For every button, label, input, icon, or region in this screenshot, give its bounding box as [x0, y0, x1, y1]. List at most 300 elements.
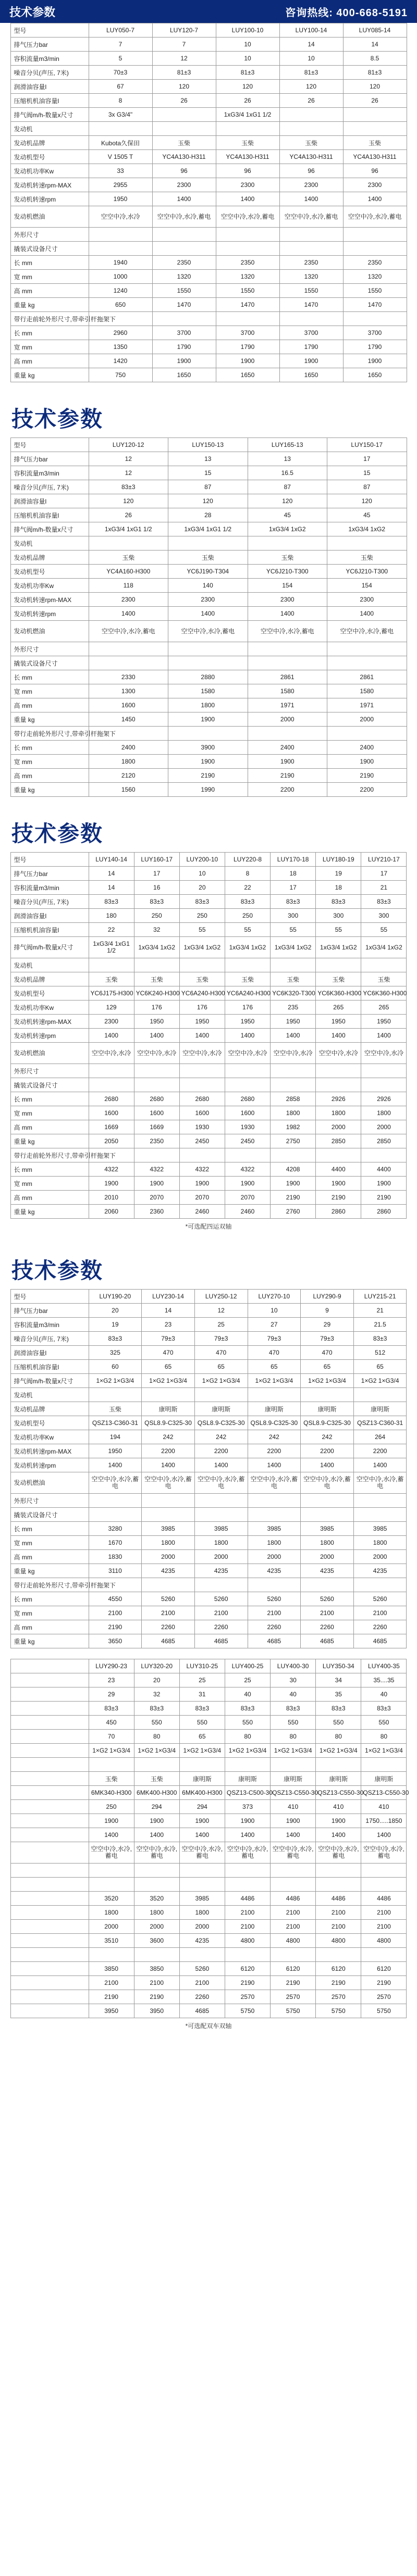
table-cell: 2100	[361, 1906, 407, 1920]
table-cell: 2190	[89, 1620, 142, 1634]
table-cell: 4235	[353, 1564, 407, 1578]
table-cell: 1900	[343, 354, 407, 368]
table-cell	[316, 1878, 361, 1892]
table-cell: 83±3	[225, 1702, 270, 1716]
table-cell: 5750	[225, 2004, 270, 2018]
table-cell: 1×G2 1×G3/4	[134, 1744, 179, 1758]
table-cell: 83±3	[361, 1702, 407, 1716]
table-cell: 4685	[248, 1634, 301, 1648]
table-row	[10, 206, 407, 228]
row-label: 撬装式设备尺寸	[10, 242, 89, 256]
table-cell	[225, 958, 270, 972]
table-cell: 1550	[279, 284, 343, 298]
table-cell	[316, 958, 361, 972]
row-label	[10, 1990, 89, 2004]
table-cell: 2000	[89, 1920, 134, 1934]
table-cell	[89, 228, 152, 242]
table-cell: 12	[89, 466, 168, 480]
table-cell: 5260	[179, 1962, 225, 1976]
table-cell	[361, 1148, 407, 1162]
table-cell: 81±3	[216, 66, 279, 80]
spec-table	[10, 23, 407, 382]
table-row	[10, 228, 407, 242]
row-label	[10, 1842, 89, 1864]
table-cell: QSL8.9-C325-30	[248, 1416, 301, 1430]
table-cell	[225, 1864, 270, 1878]
table-cell: 1900	[225, 1177, 270, 1191]
table-cell	[179, 1064, 225, 1078]
table-cell: 2100	[225, 1906, 270, 1920]
row-label	[10, 1800, 89, 1814]
table-row	[10, 593, 407, 607]
table-note: *可选配四运双轴	[185, 1223, 232, 1230]
row-label	[10, 1730, 89, 1744]
table-cell: 1×G2 1×G3/4	[248, 1374, 301, 1388]
table-cell	[89, 1388, 142, 1402]
table-cell: 81±3	[279, 66, 343, 80]
table-cell: 470	[301, 1346, 354, 1360]
table-cell: 2100	[179, 1976, 225, 1990]
table-cell: 1669	[89, 1120, 134, 1134]
table-cell: 12	[89, 452, 168, 466]
table-row	[10, 621, 407, 642]
table-cell: 3510	[89, 1934, 134, 1948]
table-cell: 空空中冷,水冷	[89, 1043, 134, 1064]
table-cell: 1xG3/4 1xG1 1/2	[168, 522, 248, 536]
table-row	[10, 242, 407, 256]
table-row	[10, 1814, 407, 1828]
table-cell: 4486	[361, 1892, 407, 1906]
table-cell: 玉柴	[168, 551, 248, 565]
table-row	[10, 108, 407, 122]
table-row	[10, 1828, 407, 1842]
table-cell: 1450	[89, 712, 168, 727]
table-cell: 6MK340-H300	[89, 1786, 134, 1800]
table-cell: 45	[327, 508, 407, 522]
table-cell	[134, 1064, 179, 1078]
table-row	[10, 565, 407, 579]
table-row	[10, 1578, 407, 1592]
table-cell: LUY120-12	[89, 438, 168, 452]
table-cell: 373	[225, 1800, 270, 1814]
table-row	[10, 1205, 407, 1219]
table-row	[10, 1001, 407, 1015]
table-cell: 空空中冷,水冷,蓄电	[134, 1842, 179, 1864]
table-cell: 2300	[343, 178, 407, 192]
table-row	[10, 1290, 407, 1304]
section-title: 技术参数	[11, 821, 104, 846]
row-label	[10, 1962, 89, 1976]
table-cell: 3950	[89, 2004, 134, 2018]
table-cell	[179, 958, 225, 972]
table-cell: 1×G2 1×G3/4	[89, 1744, 134, 1758]
table-row	[10, 480, 407, 494]
row-label: 发动机品牌	[10, 136, 89, 150]
table-cell: 70±3	[89, 66, 152, 80]
table-row	[10, 1029, 407, 1043]
table-cell: 194	[89, 1430, 142, 1444]
table-cell: LUY350-34	[316, 1659, 361, 1673]
row-label: 型号	[10, 438, 89, 452]
table-row	[10, 551, 407, 565]
row-label	[10, 1920, 89, 1934]
table-cell: 2260	[301, 1620, 354, 1634]
row-label: 润滑油容量l	[10, 909, 89, 923]
table-cell: 10	[248, 1304, 301, 1318]
table-cell: 242	[248, 1430, 301, 1444]
table-cell: 空空中冷,水冷,蓄电	[168, 621, 248, 642]
row-label	[10, 1814, 89, 1828]
table-cell: 空空中冷,水冷,蓄电	[301, 1472, 354, 1494]
table-cell	[89, 1878, 134, 1892]
table-cell: YC6K360-H300	[361, 986, 407, 1001]
table-cell: 1900	[134, 1177, 179, 1191]
table-cell	[361, 1758, 407, 1772]
table-row	[10, 438, 407, 452]
table-cell: 玉柴	[316, 972, 361, 986]
table-cell: 23	[89, 1673, 134, 1687]
table-row	[10, 1786, 407, 1800]
table-row	[10, 1522, 407, 1536]
table-cell: QSZ13-C550-30	[316, 1786, 361, 1800]
table-cell: 450	[89, 1716, 134, 1730]
table-cell: 1790	[279, 340, 343, 354]
table-cell: 83±3	[271, 1702, 316, 1716]
spec-section	[0, 1648, 417, 2033]
row-label: 容积流量m3/min	[10, 881, 89, 895]
table-cell: 1xG3/4 1xG2	[248, 522, 327, 536]
table-row	[10, 1606, 407, 1620]
table-cell: 1800	[353, 1536, 407, 1550]
table-cell: 40	[225, 1687, 270, 1702]
table-cell: LUY160-17	[134, 853, 179, 867]
table-cell: 120	[152, 80, 216, 94]
row-label: 高 mm	[10, 769, 89, 783]
table-cell: 2570	[271, 1990, 316, 2004]
table-cell: V 1505 T	[89, 150, 152, 164]
table-cell	[89, 642, 168, 656]
table-cell: 空空中冷,水冷	[134, 1043, 179, 1064]
table-cell: 1400	[179, 1828, 225, 1842]
table-cell: 1930	[179, 1120, 225, 1134]
table-cell: 1900	[152, 354, 216, 368]
table-cell: 120	[216, 80, 279, 94]
table-cell: 1400	[248, 1458, 301, 1472]
table-cell	[168, 642, 248, 656]
table-row	[10, 150, 407, 164]
table-cell: 1669	[134, 1120, 179, 1134]
table-cell: 5750	[271, 2004, 316, 2018]
table-cell: 3520	[134, 1892, 179, 1906]
table-cell: LUY085-14	[343, 23, 407, 37]
row-label: 宽 mm	[10, 1177, 89, 1191]
row-label: 容积流量m3/min	[10, 52, 89, 66]
table-cell: 2000	[179, 1920, 225, 1934]
row-label: 发动机转速rpm-MAX	[10, 178, 89, 192]
top-banner	[0, 0, 417, 23]
table-cell: 83±3	[89, 1332, 142, 1346]
table-cell: 9	[301, 1304, 354, 1318]
table-cell: 玉柴	[225, 972, 270, 986]
table-cell: 4685	[194, 1634, 248, 1648]
table-cell: 2300	[152, 178, 216, 192]
table-cell: 21.5	[353, 1318, 407, 1332]
row-label	[10, 1758, 89, 1772]
table-cell: 1550	[216, 284, 279, 298]
table-cell: 19	[316, 867, 361, 881]
table-cell: 2200	[301, 1444, 354, 1458]
table-cell: 1790	[343, 340, 407, 354]
table-cell: 10	[279, 52, 343, 66]
table-cell: 2200	[194, 1444, 248, 1458]
table-cell: 13	[248, 452, 327, 466]
table-cell: 2000	[194, 1550, 248, 1564]
table-cell: 3985	[248, 1522, 301, 1536]
table-cell: 14	[343, 37, 407, 52]
table-row	[10, 1990, 407, 2004]
table-cell: 21	[353, 1304, 407, 1318]
table-cell: 2400	[248, 741, 327, 755]
table-cell: 80	[225, 1730, 270, 1744]
table-cell: 1800	[301, 1536, 354, 1550]
table-cell: 242	[301, 1430, 354, 1444]
table-row	[10, 755, 407, 769]
table-cell: LUY100-14	[279, 23, 343, 37]
table-cell: LUY210-17	[361, 853, 407, 867]
row-label: 型号	[10, 853, 89, 867]
row-label: 长 mm	[10, 256, 89, 270]
table-row	[10, 1416, 407, 1430]
table-cell: 265	[361, 1001, 407, 1015]
table-cell: 83±3	[179, 1702, 225, 1716]
table-cell: LUY150-13	[168, 438, 248, 452]
table-cell: 4800	[271, 1934, 316, 1948]
table-cell	[89, 1064, 134, 1078]
table-cell: 87	[327, 480, 407, 494]
row-label: 发动机转速rpm	[10, 1458, 89, 1472]
row-label: 润滑油容量l	[10, 494, 89, 508]
table-cell: 康明斯	[301, 1402, 354, 1416]
table-cell: 1800	[142, 1536, 195, 1550]
table-row	[10, 326, 407, 340]
table-cell	[142, 1494, 195, 1508]
table-cell	[152, 122, 216, 136]
table-cell	[142, 1578, 195, 1592]
table-cell: 2260	[142, 1620, 195, 1634]
table-cell: 55	[316, 923, 361, 937]
table-row	[10, 698, 407, 712]
row-label: 长 mm	[10, 670, 89, 684]
table-cell: 22	[225, 881, 270, 895]
table-cell	[134, 1864, 179, 1878]
spec-table	[10, 1659, 407, 2018]
table-row	[10, 1120, 407, 1134]
table-cell: 4550	[89, 1592, 142, 1606]
row-label: 排气阀m/h-数量x尺寸	[10, 937, 89, 958]
table-cell: YC4A130-H311	[216, 150, 279, 164]
table-cell: 1400	[168, 607, 248, 621]
table-cell: 32	[134, 923, 179, 937]
table-cell	[248, 642, 327, 656]
table-cell: 2050	[89, 1134, 134, 1148]
table-cell: 2100	[361, 1920, 407, 1934]
table-cell: 2100	[353, 1606, 407, 1620]
table-cell: 1800	[194, 1536, 248, 1550]
table-cell: 5260	[301, 1592, 354, 1606]
table-cell: 1650	[152, 368, 216, 382]
table-cell: 2100	[301, 1606, 354, 1620]
row-label: 高 mm	[10, 284, 89, 298]
table-cell: 70	[89, 1730, 134, 1744]
table-row	[10, 192, 407, 206]
row-label: 重量 kg	[10, 783, 89, 797]
table-cell: 2100	[316, 1906, 361, 1920]
table-cell	[271, 1758, 316, 1772]
row-label: 排气压力bar	[10, 1304, 89, 1318]
table-cell: 4235	[301, 1564, 354, 1578]
table-cell: 83±3	[271, 895, 316, 909]
row-label: 高 mm	[10, 1620, 89, 1634]
table-cell: 35....35	[361, 1673, 407, 1687]
table-cell: 1600	[89, 698, 168, 712]
table-row	[10, 1064, 407, 1078]
table-cell: 2400	[89, 741, 168, 755]
row-label	[10, 1878, 89, 1892]
table-cell: 1900	[327, 755, 407, 769]
table-cell: 1940	[89, 256, 152, 270]
table-cell	[316, 1758, 361, 1772]
row-label: 发动机转速rpm-MAX	[10, 593, 89, 607]
table-row	[10, 1388, 407, 1402]
table-cell: 3700	[216, 326, 279, 340]
row-label: 带行走前轮外形尺寸,带牵引杆拖架下	[10, 1578, 89, 1592]
table-cell: 20	[89, 1304, 142, 1318]
table-cell: 410	[361, 1800, 407, 1814]
table-cell: 2100	[134, 1976, 179, 1990]
table-row	[10, 270, 407, 284]
table-cell: 6120	[225, 1962, 270, 1976]
table-cell: QSL8.9-C325-30	[301, 1416, 354, 1430]
table-cell: 2680	[179, 1092, 225, 1106]
table-cell: 玉柴	[89, 551, 168, 565]
table-cell: 22	[89, 923, 134, 937]
row-label: 发动机	[10, 536, 89, 551]
table-cell: 65	[301, 1360, 354, 1374]
table-row	[10, 1332, 407, 1346]
table-cell	[89, 656, 168, 670]
table-row	[10, 23, 407, 37]
table-cell: YC6J190-T304	[168, 565, 248, 579]
table-row	[10, 1508, 407, 1522]
table-cell: 3850	[89, 1962, 134, 1976]
table-cell	[271, 1864, 316, 1878]
table-cell: LUY200-10	[179, 853, 225, 867]
table-row	[10, 340, 407, 354]
table-cell: 1900	[225, 1814, 270, 1828]
row-label: 重量 kg	[10, 368, 89, 382]
table-cell: QSL8.9-C325-30	[194, 1416, 248, 1430]
table-cell: 1600	[179, 1106, 225, 1120]
row-label: 宽 mm	[10, 1606, 89, 1620]
table-cell: 1950	[225, 1015, 270, 1029]
table-cell	[194, 1508, 248, 1522]
table-cell: 18	[316, 881, 361, 895]
table-row	[10, 1360, 407, 1374]
table-cell: 1400	[152, 192, 216, 206]
table-cell: 2570	[361, 1990, 407, 2004]
table-cell: 5260	[353, 1592, 407, 1606]
table-cell: 1400	[179, 1029, 225, 1043]
table-cell: 空空中冷,水冷	[225, 1043, 270, 1064]
table-cell: 1650	[216, 368, 279, 382]
table-cell: 2100	[194, 1606, 248, 1620]
table-cell: 1900	[179, 1177, 225, 1191]
row-label: 压缩机机油容量l	[10, 94, 89, 108]
table-cell: 6MK400-H300	[179, 1786, 225, 1800]
table-cell: 79±3	[301, 1332, 354, 1346]
table-row	[10, 536, 407, 551]
table-cell: 5260	[142, 1592, 195, 1606]
table-cell: 120	[327, 494, 407, 508]
table-cell: 玉柴	[134, 1772, 179, 1786]
table-cell: 250	[89, 1800, 134, 1814]
table-cell: 15	[327, 466, 407, 480]
row-label: 高 mm	[10, 354, 89, 368]
table-cell: 2850	[361, 1134, 407, 1148]
table-cell: 2260	[179, 1990, 225, 2004]
table-cell: 14	[89, 881, 134, 895]
table-cell: QSZ13-C500-30	[225, 1786, 270, 1800]
table-cell: 4235	[179, 1934, 225, 1948]
table-cell: 1800	[179, 1906, 225, 1920]
table-row	[10, 452, 407, 466]
table-cell: YC4A130-H311	[152, 150, 216, 164]
table-cell	[316, 1864, 361, 1878]
table-cell	[248, 1578, 301, 1592]
table-cell: 2190	[361, 1976, 407, 1990]
table-cell: 25	[225, 1673, 270, 1687]
table-cell: 2926	[316, 1092, 361, 1106]
table-cell: QSL8.9-C325-30	[142, 1416, 195, 1430]
table-row	[10, 923, 407, 937]
table-cell	[343, 122, 407, 136]
row-label: 长 mm	[10, 326, 89, 340]
table-cell: 空空中冷,水冷,蓄电	[179, 1842, 225, 1864]
table-cell: QSZ13-C360-31	[89, 1416, 142, 1430]
table-cell: QSZ13-C550-30	[271, 1786, 316, 1800]
table-cell: 3985	[142, 1522, 195, 1536]
table-cell: 1900	[168, 755, 248, 769]
table-cell: 264	[353, 1430, 407, 1444]
row-label: 发动机型号	[10, 565, 89, 579]
table-cell: LUY400-25	[225, 1659, 270, 1673]
table-cell	[225, 1064, 270, 1078]
table-cell: 2000	[248, 712, 327, 727]
table-row	[10, 607, 407, 621]
table-cell: 2200	[142, 1444, 195, 1458]
table-cell: 1800	[89, 755, 168, 769]
table-cell: LUY190-20	[89, 1290, 142, 1304]
table-row	[10, 1948, 407, 1962]
table-cell: 4322	[179, 1162, 225, 1177]
table-cell: 1650	[279, 368, 343, 382]
table-cell: 2880	[168, 670, 248, 684]
table-cell: 55	[225, 923, 270, 937]
row-label: 发动机品牌	[10, 1402, 89, 1416]
table-row	[10, 1620, 407, 1634]
table-cell: 2955	[89, 178, 152, 192]
table-cell: 1580	[168, 684, 248, 698]
